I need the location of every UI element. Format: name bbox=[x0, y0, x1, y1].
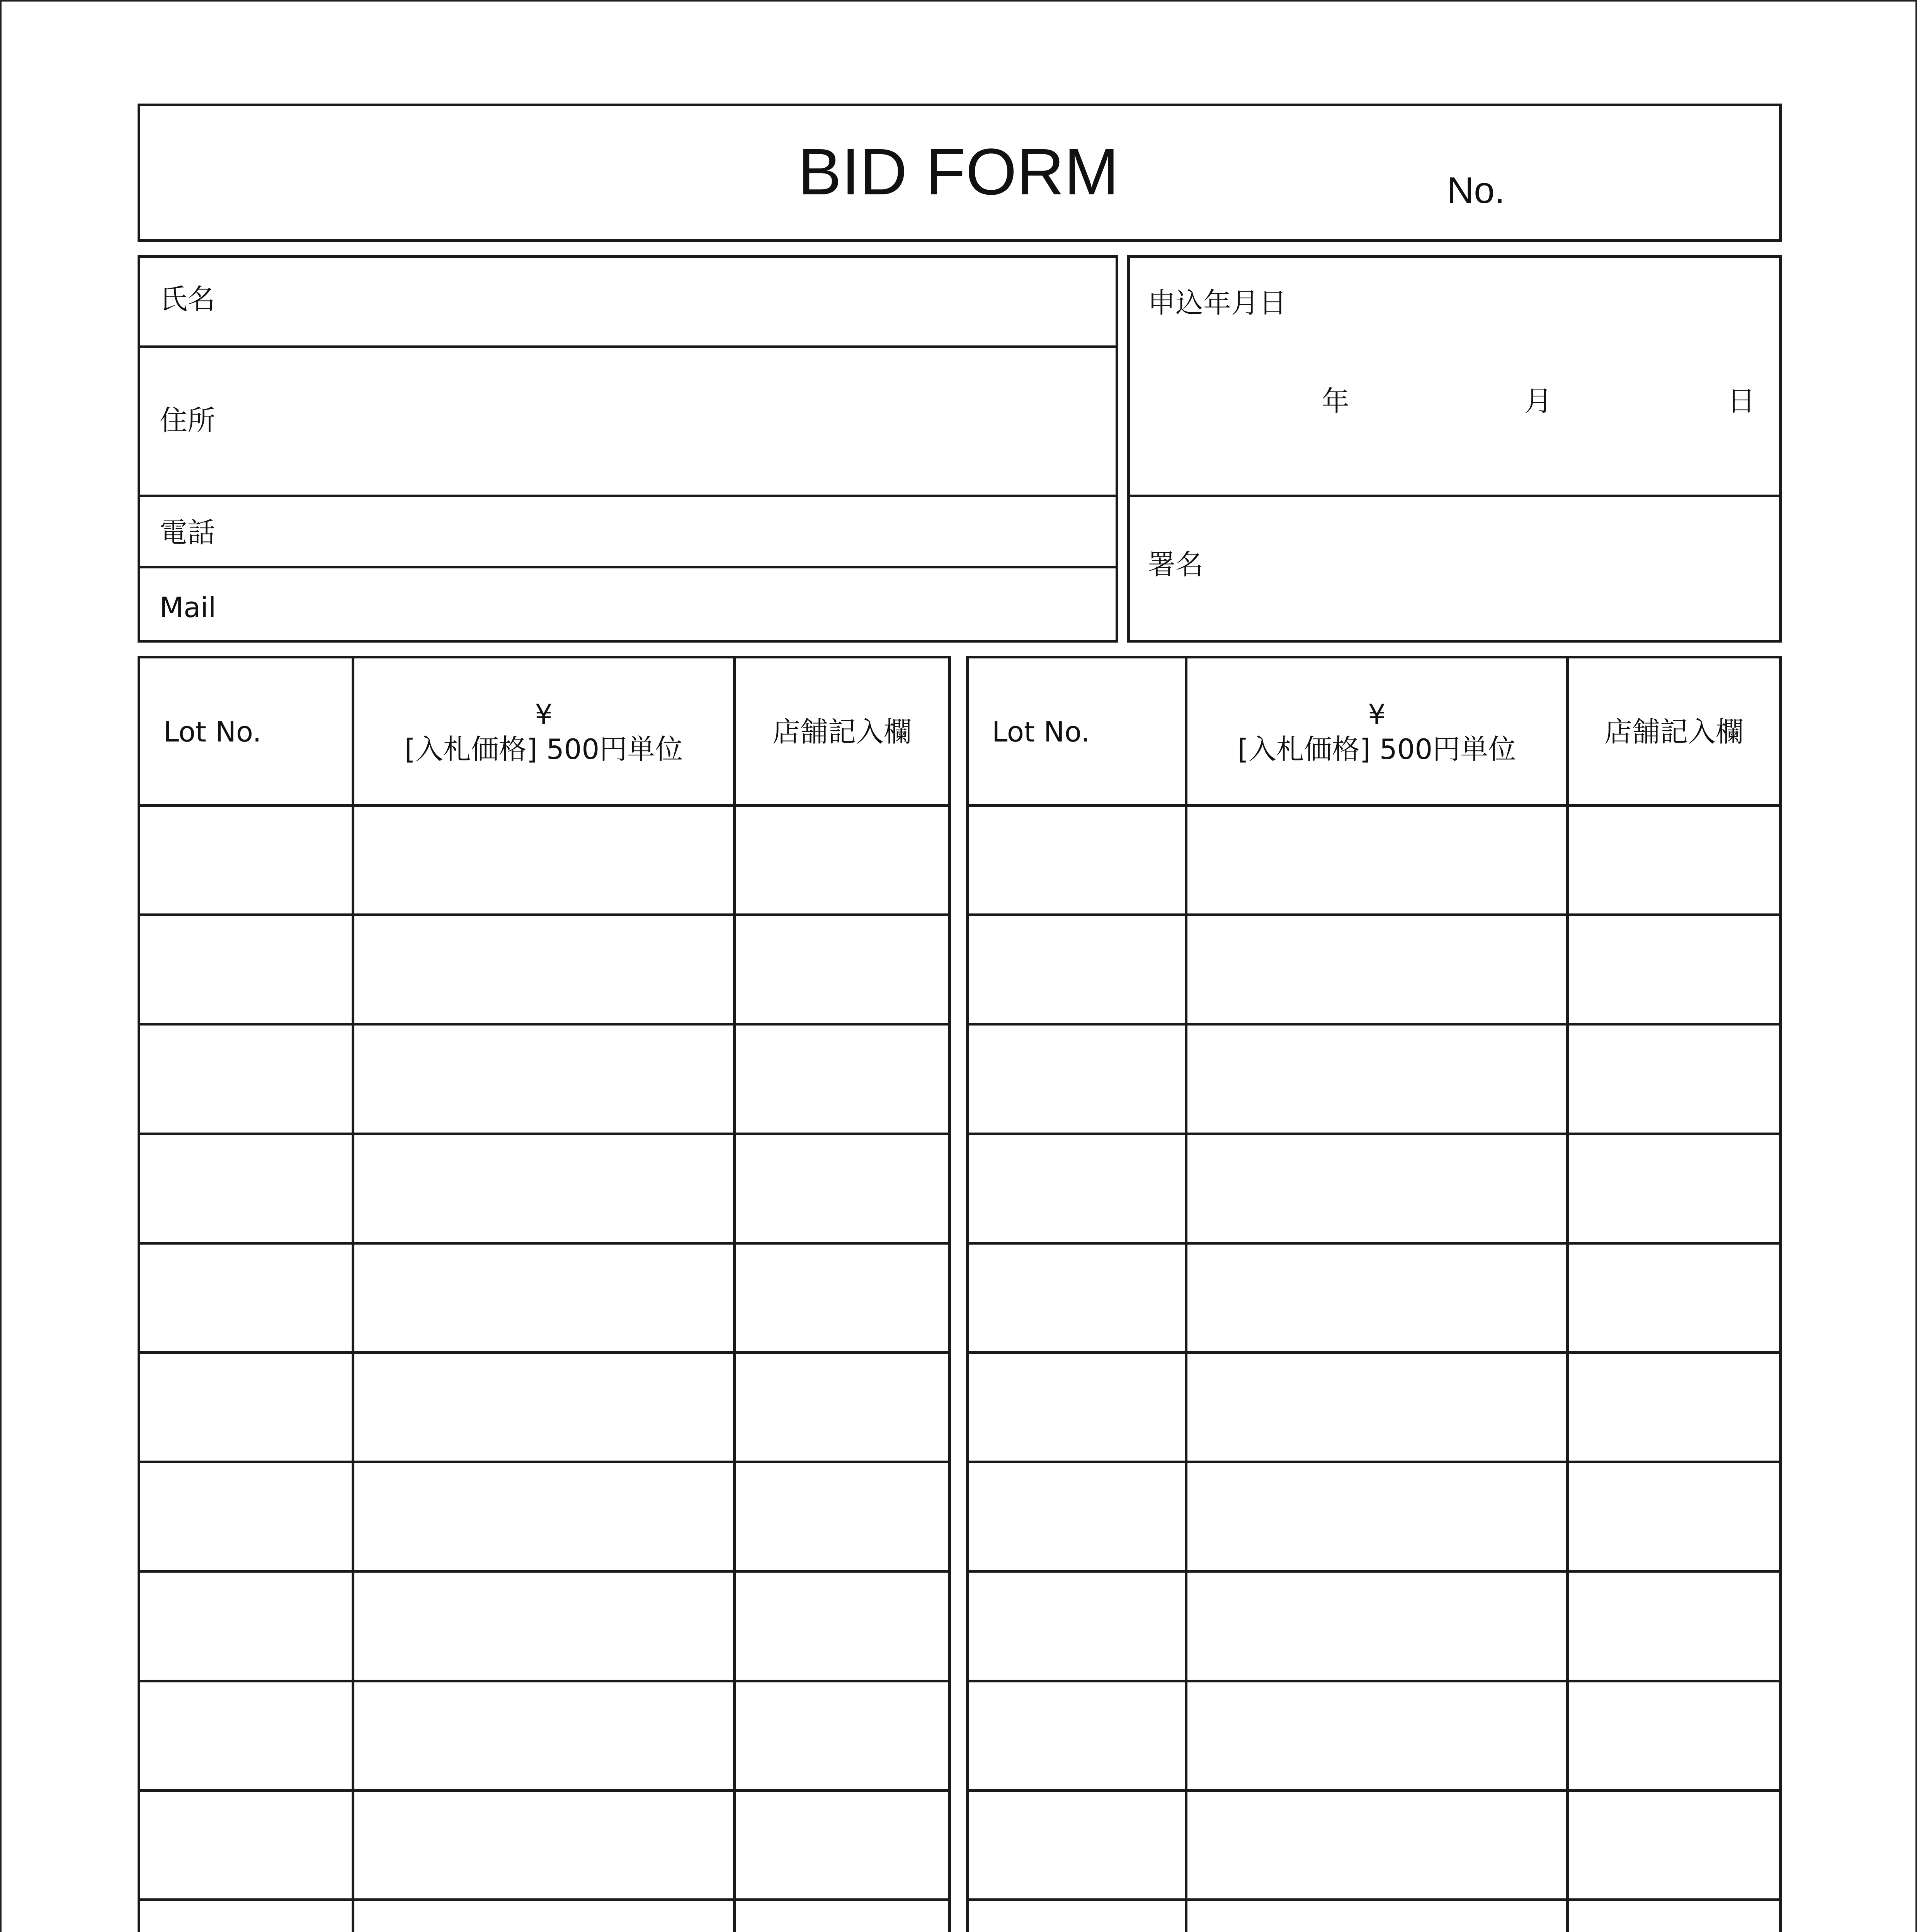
name-label: 氏名 bbox=[160, 283, 216, 315]
bid-price-cell[interactable] bbox=[354, 1901, 733, 1932]
name-field[interactable] bbox=[140, 258, 1116, 345]
bid-price-cell[interactable] bbox=[354, 807, 733, 913]
row-divider bbox=[966, 1351, 1782, 1354]
phone-field[interactable] bbox=[140, 497, 1116, 566]
lot-number-cell[interactable] bbox=[969, 916, 1185, 1023]
bid-price-cell[interactable] bbox=[354, 1573, 733, 1679]
yen-symbol: ¥ bbox=[1368, 698, 1386, 731]
row-divider bbox=[966, 1680, 1782, 1682]
store-use-cell[interactable] bbox=[736, 1245, 948, 1351]
store-use-cell[interactable] bbox=[1569, 1135, 1779, 1242]
store-use-header-label: 店舗記入欄 bbox=[1604, 716, 1744, 748]
bid-price-cell[interactable] bbox=[1187, 1573, 1566, 1679]
row-divider bbox=[138, 1461, 951, 1463]
bid-price-cell[interactable] bbox=[354, 1792, 733, 1898]
divider bbox=[138, 345, 1118, 348]
bid-price-cell[interactable] bbox=[354, 1245, 733, 1351]
store-use-cell[interactable] bbox=[1569, 1354, 1779, 1461]
row-divider bbox=[138, 913, 951, 916]
divider bbox=[138, 495, 1118, 497]
divider bbox=[138, 566, 1118, 568]
bid-price-cell[interactable] bbox=[1187, 1901, 1566, 1932]
lot-number-header bbox=[140, 658, 352, 805]
bid-price-cell[interactable] bbox=[354, 1463, 733, 1570]
bid-price-header-label: [入札価格] 500円単位 bbox=[1237, 733, 1516, 765]
lot-number-cell[interactable] bbox=[140, 1135, 352, 1242]
yen-symbol: ¥ bbox=[535, 698, 553, 731]
store-use-cell[interactable] bbox=[1569, 916, 1779, 1023]
lot-number-cell[interactable] bbox=[969, 807, 1185, 913]
row-divider bbox=[966, 1023, 1782, 1026]
phone-label: 電話 bbox=[160, 516, 216, 549]
bid-price-header bbox=[354, 658, 733, 805]
store-use-cell[interactable] bbox=[736, 1135, 948, 1242]
day-label: 日 bbox=[1727, 385, 1755, 417]
address-field[interactable] bbox=[140, 348, 1116, 495]
lot-number-header-label: Lot No. bbox=[992, 716, 1090, 748]
row-divider bbox=[966, 913, 1782, 916]
lot-number-cell[interactable] bbox=[140, 916, 352, 1023]
bid-price-cell[interactable] bbox=[1187, 807, 1566, 913]
store-use-header bbox=[1569, 658, 1779, 805]
lot-number-cell[interactable] bbox=[969, 1682, 1185, 1789]
lot-number-cell[interactable] bbox=[140, 1026, 352, 1132]
bid-price-cell[interactable] bbox=[1187, 1135, 1566, 1242]
lot-number-cell[interactable] bbox=[140, 1901, 352, 1932]
form-title: BID FORM bbox=[798, 135, 1119, 209]
row-divider bbox=[138, 1789, 951, 1792]
store-use-cell[interactable] bbox=[1569, 1573, 1779, 1679]
signature-label: 署名 bbox=[1148, 548, 1204, 581]
bid-price-cell[interactable] bbox=[1187, 1792, 1566, 1898]
bid-price-cell[interactable] bbox=[354, 916, 733, 1023]
row-divider bbox=[138, 1898, 951, 1901]
bid-price-header-label: [入札価格] 500円単位 bbox=[404, 733, 683, 765]
store-use-cell[interactable] bbox=[1569, 1026, 1779, 1132]
store-use-cell[interactable] bbox=[736, 807, 948, 913]
bid-price-cell[interactable] bbox=[354, 1135, 733, 1242]
mail-label: Mail bbox=[160, 591, 216, 624]
store-use-cell[interactable] bbox=[1569, 1682, 1779, 1789]
row-divider bbox=[138, 1242, 951, 1245]
lot-number-cell[interactable] bbox=[969, 1573, 1185, 1679]
signature-field[interactable] bbox=[1130, 497, 1779, 640]
row-divider bbox=[138, 1351, 951, 1354]
bid-price-cell[interactable] bbox=[354, 1026, 733, 1132]
row-divider bbox=[966, 1242, 1782, 1245]
lot-number-cell[interactable] bbox=[969, 1901, 1185, 1932]
store-use-cell[interactable] bbox=[736, 1792, 948, 1898]
store-use-cell[interactable] bbox=[1569, 807, 1779, 913]
row-divider bbox=[966, 1570, 1782, 1573]
bid-price-cell[interactable] bbox=[1187, 916, 1566, 1023]
store-use-header bbox=[736, 658, 948, 805]
lot-number-header-label: Lot No. bbox=[163, 716, 262, 748]
lot-number-cell[interactable] bbox=[140, 1463, 352, 1570]
bid-price-cell[interactable] bbox=[354, 1682, 733, 1789]
lot-number-cell[interactable] bbox=[969, 1026, 1185, 1132]
row-divider bbox=[966, 1898, 1782, 1901]
row-divider bbox=[138, 1133, 951, 1135]
lot-number-cell[interactable] bbox=[140, 1682, 352, 1789]
store-use-cell[interactable] bbox=[736, 916, 948, 1023]
bid-price-header bbox=[1187, 658, 1566, 805]
lot-number-cell[interactable] bbox=[140, 1792, 352, 1898]
lot-number-cell[interactable] bbox=[969, 1354, 1185, 1461]
store-use-cell[interactable] bbox=[736, 1901, 948, 1932]
lot-number-cell[interactable] bbox=[969, 1792, 1185, 1898]
store-use-cell[interactable] bbox=[736, 1573, 948, 1679]
year-label: 年 bbox=[1322, 385, 1350, 417]
row-divider bbox=[138, 1023, 951, 1026]
lot-number-cell[interactable] bbox=[140, 807, 352, 913]
store-use-cell[interactable] bbox=[736, 1354, 948, 1461]
bid-price-cell[interactable] bbox=[1187, 1026, 1566, 1132]
month-label: 月 bbox=[1524, 385, 1553, 417]
store-use-cell[interactable] bbox=[1569, 1901, 1779, 1932]
store-use-cell[interactable] bbox=[1569, 1463, 1779, 1570]
row-divider bbox=[966, 1133, 1782, 1135]
bid-price-cell[interactable] bbox=[1187, 1463, 1566, 1570]
row-divider bbox=[966, 1461, 1782, 1463]
bid-price-cell[interactable] bbox=[354, 1354, 733, 1461]
row-divider bbox=[138, 804, 951, 807]
row-divider bbox=[966, 804, 1782, 807]
lot-number-cell[interactable] bbox=[140, 1245, 352, 1351]
divider bbox=[1127, 495, 1782, 497]
bid-price-cell[interactable] bbox=[1187, 1354, 1566, 1461]
store-use-cell[interactable] bbox=[1569, 1792, 1779, 1898]
row-divider bbox=[138, 1570, 951, 1573]
row-divider bbox=[138, 1680, 951, 1682]
lot-number-cell[interactable] bbox=[969, 1245, 1185, 1351]
store-use-cell[interactable] bbox=[1569, 1245, 1779, 1351]
store-use-cell[interactable] bbox=[736, 1026, 948, 1132]
address-label: 住所 bbox=[160, 404, 216, 437]
lot-number-cell[interactable] bbox=[969, 1135, 1185, 1242]
application-date-label: 申込年月日 bbox=[1148, 287, 1287, 319]
lot-number-cell[interactable] bbox=[969, 1463, 1185, 1570]
lot-number-cell[interactable] bbox=[140, 1354, 352, 1461]
mail-field[interactable] bbox=[140, 568, 1116, 640]
row-divider bbox=[966, 1789, 1782, 1792]
lot-number-header bbox=[969, 658, 1185, 805]
form-number-label: No. bbox=[1447, 170, 1505, 211]
store-use-cell[interactable] bbox=[736, 1463, 948, 1570]
bid-price-cell[interactable] bbox=[1187, 1682, 1566, 1789]
lot-number-cell[interactable] bbox=[140, 1573, 352, 1679]
store-use-cell[interactable] bbox=[736, 1682, 948, 1789]
store-use-header-label: 店舗記入欄 bbox=[772, 716, 912, 748]
bid-price-cell[interactable] bbox=[1187, 1245, 1566, 1351]
